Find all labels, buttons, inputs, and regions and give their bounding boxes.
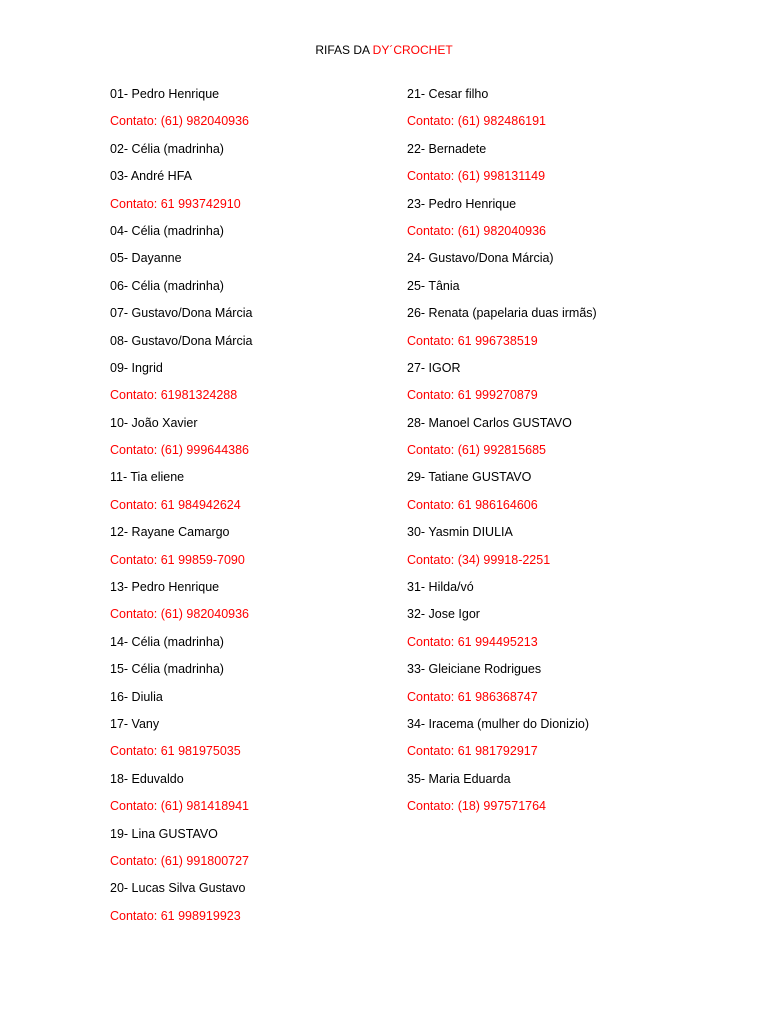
raffle-entry: 02- Célia (madrinha) [110, 141, 224, 156]
raffle-entry: 23- Pedro Henrique [407, 196, 517, 211]
raffle-entry: 20- Lucas Silva Gustavo [110, 881, 246, 896]
raffle-entry: 04- Célia (madrinha) [110, 223, 224, 238]
contact-line: Contato: 61 981792917 [407, 744, 538, 759]
raffle-entry: 05- Dayanne [110, 251, 182, 266]
raffle-entry: 17- Vany [110, 716, 160, 731]
raffle-entry: 06- Célia (madrinha) [110, 278, 224, 293]
raffle-entry: 35- Maria Eduarda [407, 771, 511, 786]
raffle-entry: 09- Ingrid [110, 360, 163, 375]
contact-line: Contato: 61 981975035 [110, 744, 241, 759]
title-prefix: RIFAS DA [315, 43, 373, 57]
contact-line: Contato: (61) 981418941 [110, 799, 249, 814]
raffle-entry: 19- Lina GUSTAVO [110, 826, 218, 841]
raffle-entry: 26- Renata (papelaria duas irmãs) [407, 306, 597, 321]
raffle-entry: 03- André HFA [110, 169, 192, 184]
contact-line: Contato: 61 984942624 [110, 497, 241, 512]
raffle-entry: 32- Jose Igor [407, 607, 480, 622]
contact-line: Contato: (61) 982040936 [110, 607, 249, 622]
raffle-entry: 07- Gustavo/Dona Márcia [110, 306, 253, 321]
contact-line: Contato: (61) 982486191 [407, 114, 546, 129]
raffle-entry: 12- Rayane Camargo [110, 525, 230, 540]
contact-line: Contato: 61 986368747 [407, 689, 538, 704]
contact-line: Contato: 61 998919923 [110, 908, 241, 923]
raffle-entry: 24- Gustavo/Dona Márcia) [407, 251, 554, 266]
raffle-entry: 28- Manoel Carlos GUSTAVO [407, 415, 572, 430]
raffle-entry: 31- Hilda/vó [407, 580, 474, 595]
raffle-entry: 14- Célia (madrinha) [110, 634, 224, 649]
contact-line: Contato: (61) 999644386 [110, 443, 249, 458]
contact-line: Contato: (61) 991800727 [110, 853, 249, 868]
contact-line: Contato: (61) 982040936 [407, 223, 546, 238]
contact-line: Contato: (61) 982040936 [110, 114, 249, 129]
raffle-entry: 08- Gustavo/Dona Márcia [110, 333, 253, 348]
contact-line: Contato: 61 99859-7090 [110, 552, 245, 567]
raffle-entry: 27- IGOR [407, 360, 461, 375]
left-column [110, 84, 410, 933]
raffle-entry: 15- Célia (madrinha) [110, 662, 224, 677]
right-column [407, 84, 707, 824]
raffle-entry: 22- Bernadete [407, 141, 487, 156]
contact-line: Contato: 61 999270879 [407, 388, 538, 403]
contact-line: Contato: 61 993742910 [110, 196, 241, 211]
contact-line: Contato: (34) 99918-2251 [407, 552, 551, 567]
raffle-entry: 18- Eduvaldo [110, 771, 184, 786]
raffle-entry: 29- Tatiane GUSTAVO [407, 470, 532, 485]
raffle-entry: 33- Gleiciane Rodrigues [407, 662, 542, 677]
raffle-entry: 30- Yasmin DIULIA [407, 525, 513, 540]
contact-line: Contato: 61 986164606 [407, 497, 538, 512]
contact-line: Contato: 61981324288 [110, 388, 238, 403]
raffle-entry: 21- Cesar filho [407, 87, 489, 101]
contact-line: Contato: 61 994495213 [407, 634, 538, 649]
raffle-entry: 16- Diulia [110, 689, 163, 704]
document-title [0, 42, 768, 58]
title-accent: DY´CROCHET [372, 43, 453, 57]
raffle-entry: 34- Iracema (mulher do Dionizio) [407, 716, 590, 731]
raffle-entry: 01- Pedro Henrique [110, 87, 220, 101]
contact-line: Contato: (61) 998131149 [407, 169, 546, 184]
contact-line: Contato: (18) 997571764 [407, 799, 546, 814]
contact-line: Contato: (61) 992815685 [407, 443, 546, 458]
contact-line: Contato: 61 996738519 [407, 333, 538, 348]
raffle-entry: 25- Tânia [407, 278, 460, 293]
raffle-entry: 13- Pedro Henrique [110, 580, 220, 595]
raffle-entry: 11- Tia eliene [110, 470, 185, 485]
raffle-entry: 10- João Xavier [110, 415, 198, 430]
